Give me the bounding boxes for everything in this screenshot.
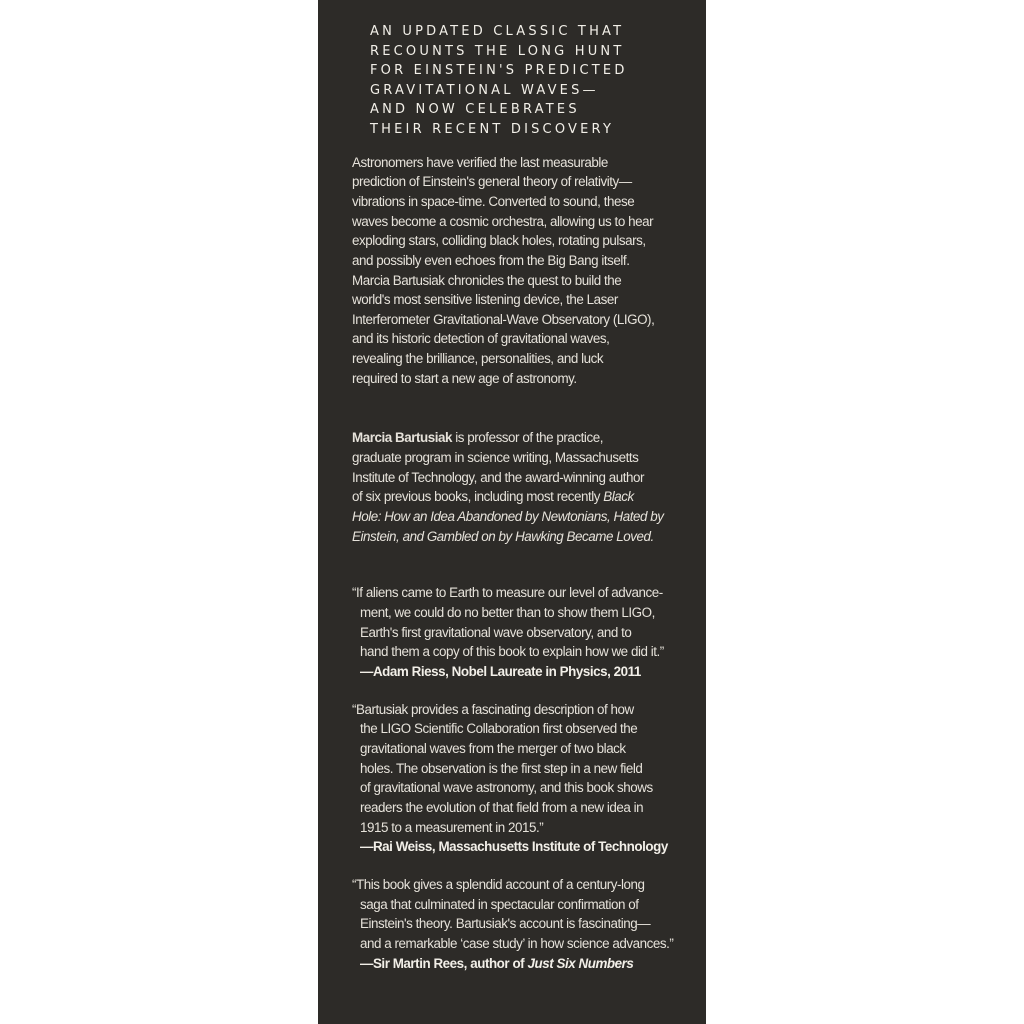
book-title: Einstein, and Gambled on by Hawking Became Loved. xyxy=(352,528,654,544)
quote-line: “Bartusiak provides a fascinating description of how xyxy=(352,701,634,717)
blurb-quote xyxy=(352,583,680,681)
headline-line: RECOUNTS THE LONG HUNT xyxy=(370,43,625,59)
author-name: Marcia Bartusiak xyxy=(352,430,452,446)
book-title: Hole: How an Idea Abandoned by Newtonians, Hated by xyxy=(352,509,664,525)
author-bio xyxy=(352,428,680,546)
blurb-quote xyxy=(352,700,680,857)
cover-headline xyxy=(370,22,680,140)
description-line: prediction of Einstein's general theory of relativity— xyxy=(352,174,632,190)
quote-attribution: —Rai Weiss, Massachusetts Institute of Technology xyxy=(360,839,668,855)
headline-line: AND NOW CELEBRATES xyxy=(370,102,580,118)
bio-line: graduate program in science writing, Massachusetts xyxy=(352,450,639,466)
quote-line: and a remarkable ‘case study’ in how science advances.” xyxy=(360,935,674,951)
headline-line: FOR EINSTEIN'S PREDICTED xyxy=(370,63,628,79)
bio-line: Institute of Technology, and the award-winning author xyxy=(352,469,645,485)
headline-line: THEIR RECENT DISCOVERY xyxy=(370,121,615,137)
quote-line: hand them a copy of this book to explain how we did it.” xyxy=(360,644,664,660)
bio-line xyxy=(352,487,680,507)
quote-line: saga that culminated in spectacular confirmation of xyxy=(360,896,639,912)
blurb-quote xyxy=(352,875,680,973)
quote-line: “If aliens came to Earth to measure our level of advance- xyxy=(352,585,663,601)
description-line: and its historic detection of gravitational waves, xyxy=(352,331,610,347)
description-line: exploding stars, colliding black holes, rotating pulsars, xyxy=(352,233,646,249)
book-title: Just Six Numbers xyxy=(527,955,634,971)
quote-line: ment, we could do no better than to show them LIGO, xyxy=(360,605,655,621)
description-line: world's most sensitive listening device, the Laser xyxy=(352,292,618,308)
quote-line: readers the evolution of that field from a new idea in xyxy=(360,799,644,815)
quote-attribution: —Adam Riess, Nobel Laureate in Physics, 2011 xyxy=(360,664,641,679)
description-line: Astronomers have verified the last measurable xyxy=(352,154,608,170)
headline-line: GRAVITATIONAL WAVES— xyxy=(370,82,599,98)
quote-line: the LIGO Scientific Collaboration first observed the xyxy=(360,721,638,737)
bio-text: is professor of the practice, xyxy=(451,430,603,446)
quote-line: of gravitational wave astronomy, and this book shows xyxy=(360,780,653,796)
description-line: vibrations in space-time. Converted to sound, these xyxy=(352,193,635,209)
quote-line: Earth's first gravitational wave observatory, and to xyxy=(360,624,632,640)
quote-line: Einstein's theory. Bartusiak's account is fascinating— xyxy=(360,916,651,932)
quote-attribution xyxy=(352,954,680,974)
description-line: required to start a new age of astronomy. xyxy=(352,370,577,386)
book-title: Black xyxy=(603,489,634,505)
description-line: and possibly even echoes from the Big Bang itself. xyxy=(352,252,630,268)
description-line: Interferometer Gravitational-Wave Observatory (LIGO), xyxy=(352,311,655,327)
book-back-cover xyxy=(318,0,706,1024)
bio-line xyxy=(352,428,680,448)
bio-text: of six previous books, including most recently xyxy=(352,489,604,505)
quote-line: gravitational waves from the merger of two black xyxy=(360,740,626,756)
description-line: revealing the brilliance, personalities, and luck xyxy=(352,351,604,367)
book-description xyxy=(352,153,680,389)
quote-line: “This book gives a splendid account of a century-long xyxy=(352,876,645,892)
attribution-text: —Sir Martin Rees, author of xyxy=(360,955,528,971)
quote-line: holes. The observation is the first step in a new field xyxy=(360,760,643,776)
quote-line: 1915 to a measurement in 2015.” xyxy=(360,819,544,835)
headline-line: AN UPDATED CLASSIC THAT xyxy=(370,24,625,39)
description-line: Marcia Bartusiak chronicles the quest to build the xyxy=(352,272,622,288)
description-line: waves become a cosmic orchestra, allowing us to hear xyxy=(352,213,654,229)
